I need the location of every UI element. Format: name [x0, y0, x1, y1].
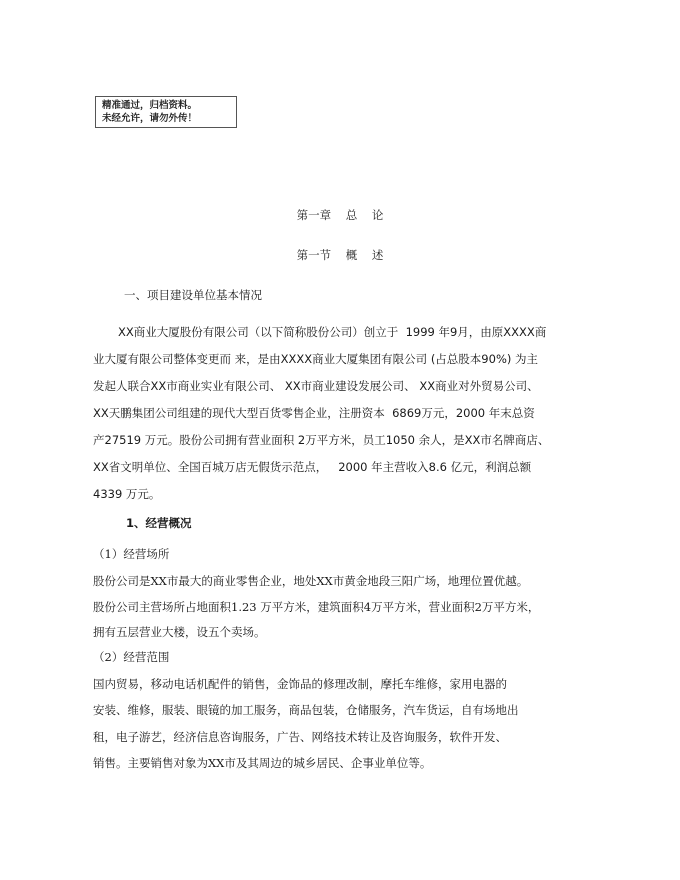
- site-line: 股份公司主营场所占地面积1.23 万平方米，建筑面积4万平方米，营业面积2万平方米，: [93, 600, 540, 614]
- intro-line: 4339 万元。: [93, 487, 161, 501]
- site-heading: （1）经营场所: [93, 547, 170, 561]
- chapter-title: 第一章 总 论: [296, 208, 384, 222]
- site-line: 股份公司是XX市最大的商业零售企业，地处XX市黄金地段三阳广场，地理位置优越。: [93, 574, 529, 588]
- intro-line: XX天鹏集团公司组建的现代大型百货零售企业，注册资本 6869万元，2000 年末总资: [93, 406, 535, 420]
- scope-heading: （2）经营范围: [93, 650, 170, 664]
- subheading: 一、项目建设单位基本情况: [124, 288, 262, 302]
- scope-line: 安装、维修，服装、眼镜的加工服务，商品包装，仓储服务，汽车货运，自有场地出: [93, 703, 519, 717]
- site-line: 拥有五层营业大楼，设五个卖场。: [93, 625, 266, 639]
- intro-line: 产27519 万元。股份公司拥有营业面积 2万平方米，员工1050 余人，是XX市名牌商店、: [93, 433, 550, 447]
- intro-line: XX商业大厦股份有限公司（以下简称股份公司）创立于 1999 年9月，由原XXXX商: [118, 325, 547, 339]
- notice-line-2: 未经允许，请勿外传！: [102, 113, 198, 124]
- scope-line: 国内贸易，移动电话机配件的销售，金饰品的修理改制，摩托车维修，家用电器的: [93, 677, 507, 691]
- notice-line-1: 精准通过，归档资料。: [102, 100, 198, 111]
- scope-line: 租，电子游艺，经济信息咨询服务，广告、网络技术转让及咨询服务，软件开发、: [93, 730, 507, 744]
- intro-line: XX省文明单位、全国百城万店无假货示范点， 2000 年主营收入8.6 亿元，利润总额: [93, 460, 532, 474]
- scope-line: 销售。主要销售对象为XX市及其周边的城乡居民、企事业单位等。: [93, 756, 432, 770]
- intro-line: 发起人联合XX市商业实业有限公司、 XX市商业建设发展公司、 XX商业对外贸易公司、: [93, 379, 539, 393]
- confidential-notice-box: [95, 96, 237, 128]
- intro-line: 业大厦有限公司整体变更而 来，是由XXXX商业大厦集团有限公司 (占总股本90%) 为主: [93, 352, 539, 366]
- business-heading: 1、经营概况: [126, 516, 192, 530]
- section-title: 第一节 概 述: [296, 248, 384, 262]
